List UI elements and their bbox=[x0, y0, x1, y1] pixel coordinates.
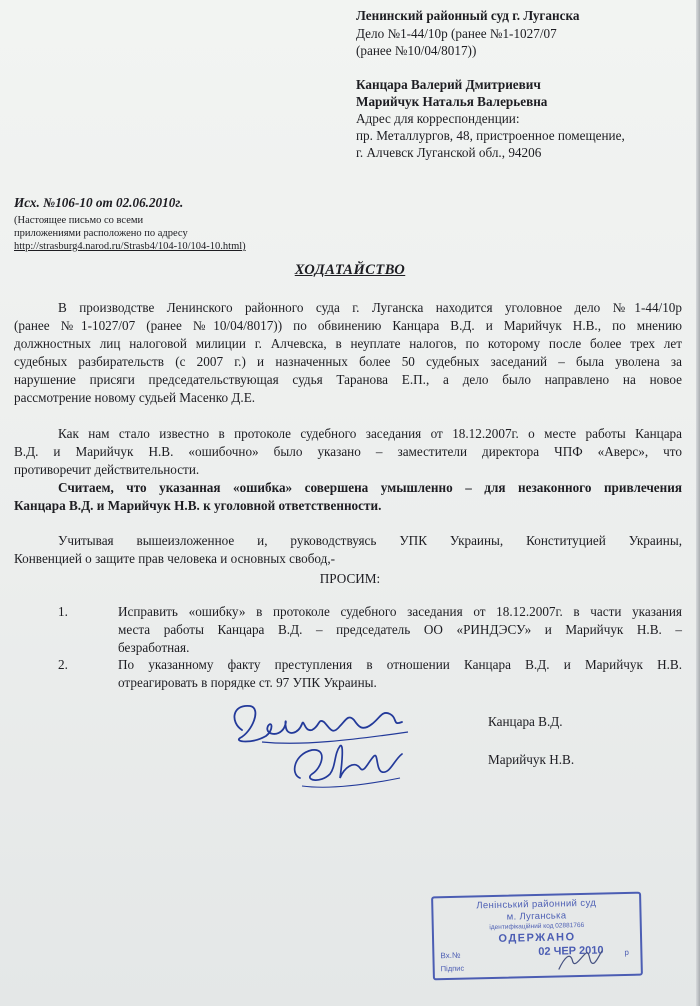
para1-line-3: должностных лиц налоговой милиции г. Алчевска, в неуплате налогов, по которому после более трех лет bbox=[14, 336, 682, 351]
court-name: Ленинский районный суд г. Луганска bbox=[356, 8, 580, 23]
stamp-year-suffix: р bbox=[624, 947, 629, 958]
court-received-stamp bbox=[431, 892, 643, 981]
address-line-1: пр. Металлургов, 48, пристроенное помещение, bbox=[356, 128, 625, 143]
case-number: Дело №1-44/10р (ранее №1-1027/07 bbox=[356, 26, 557, 41]
address-line-2: г. Алчевск Луганской обл., 94206 bbox=[356, 145, 542, 160]
page-edge-shadow bbox=[696, 0, 700, 1006]
item-1-line-3: безработная. bbox=[118, 640, 190, 655]
stamp-line-3: ідентифікаційний код 02881766 bbox=[489, 921, 585, 932]
para2-line-1: Как нам стало известно в протоколе судебного заседания от 18.12.2007г. о месте работы Канцара bbox=[58, 426, 682, 441]
para1-line-1: В производстве Ленинского районного суда г. Луганска находится уголовное дело №1-44/10р bbox=[58, 300, 682, 315]
sender-name-2: Марийчук Наталья Валерьевна bbox=[356, 94, 548, 109]
para3-line-2: Канцара В.Д. и Марийчук Н.В. к уголовной ответственности. bbox=[14, 498, 382, 513]
document-title bbox=[0, 262, 700, 279]
item-1-line-1: Исправить «ошибку» в протоколе судебного заседания от 18.12.2007г. в части указания bbox=[118, 604, 682, 619]
sender-name-1: Канцара Валерий Дмитриевич bbox=[356, 77, 541, 92]
outgoing-number: Исх. №106-10 от 02.06.2010г. bbox=[14, 195, 184, 210]
para2-line-2: В.Д. и Марийчук Н.В. «ошибочно» было указано – заместители директора ЧПФ «Аверс», что bbox=[14, 444, 682, 459]
note-line-1: (Настоящее письмо со всеми bbox=[14, 215, 144, 226]
address-label: Адрес для корреспонденции: bbox=[356, 111, 520, 126]
para4-line-1: Учитывая вышеизложенное и, руководствуясь УПК Украины, Конституцией Украины, bbox=[58, 533, 682, 548]
item-2-line-1: По указанному факту преступления в отношении Канцара В.Д. и Марийчук Н.В. bbox=[118, 657, 682, 672]
stamp-signature-label: Підпис bbox=[440, 963, 465, 974]
note-line-2: приложениями расположено по адресу bbox=[14, 228, 188, 239]
signature-mariychuk bbox=[282, 734, 412, 794]
para1-line-2: (ранее №1-1027/07 (ранее №10/04/8017)) по обвинению Канцара В.Д. и Марийчук Н.В., по мнению bbox=[14, 318, 682, 333]
stamp-incoming-number-label: Вх.№ bbox=[440, 950, 461, 961]
stamp-line-1: Ленінський районний суд bbox=[476, 897, 597, 912]
para3-line-1: Считаем, что указанная «ошибка» совершена умышленно – для незаконного привлечения bbox=[58, 480, 682, 495]
para1-line-5: нарушение присяги председательствующая судья Таранова Е.П., а дело было направлено на новое bbox=[14, 372, 682, 387]
para1-line-6: рассмотрение новому судьей Масенко Д.Е. bbox=[14, 390, 256, 405]
item-1-number: 1. bbox=[58, 604, 68, 619]
para1-line-4: судебных разбирательств (с 2007 г.) и назначенных более 50 судебных заседаний – была уволена за bbox=[14, 354, 682, 369]
stamp-received-label: ОДЕРЖАНО bbox=[498, 931, 576, 945]
item-2-number: 2. bbox=[58, 657, 68, 672]
signer-name-1: Канцара В.Д. bbox=[488, 714, 563, 729]
stamp-line-2: м. Луганська bbox=[506, 910, 567, 923]
para4-line-2: Конвенцией о защите прав человека и основных свобод,- bbox=[14, 551, 336, 566]
item-1-line-2: места работы Канцара В.Д. – председатель ОО «РИНДЭСУ» и Марийчук Н.В. – bbox=[118, 622, 682, 637]
signer-name-2: Марийчук Н.В. bbox=[488, 752, 575, 767]
item-2-line-2: отреагировать в порядке ст. 97 УПК Украины. bbox=[118, 675, 377, 690]
document-title-text: ХОДАТАЙСТВО bbox=[294, 262, 406, 278]
stamp-date: 02 ЧЕР 2010 bbox=[538, 944, 604, 958]
stamp-clerk-signature bbox=[554, 946, 605, 973]
request-heading: ПРОСИМ: bbox=[319, 571, 381, 586]
case-previous-number: (ранее №10/04/8017)) bbox=[356, 43, 477, 58]
para2-line-3: противоречит действительности. bbox=[14, 462, 200, 477]
document-url-link[interactable]: http://strasburg4.narod.ru/Strasb4/104-10/104-10.html) bbox=[14, 241, 246, 252]
